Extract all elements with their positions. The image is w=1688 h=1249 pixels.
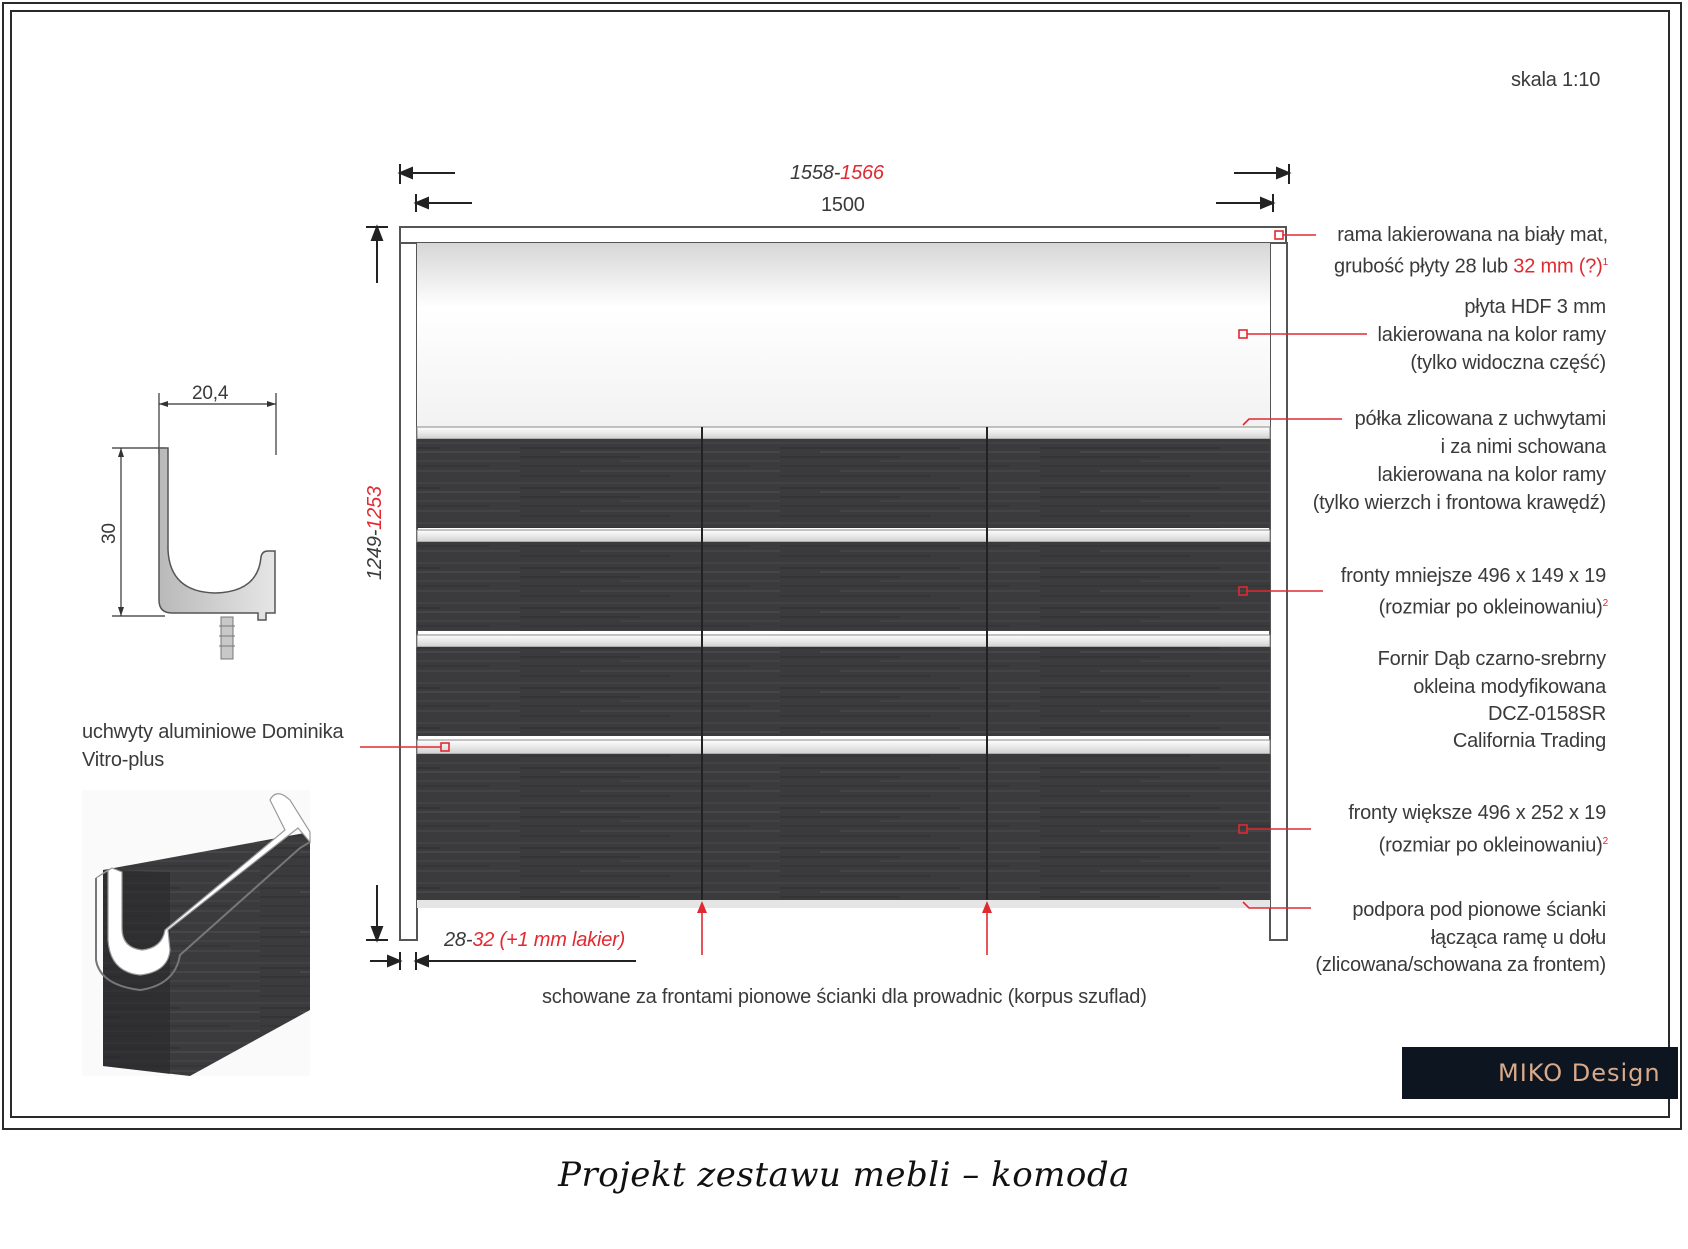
inner-width-dimension: 1500 [821,194,865,216]
thickness-a: 28- [444,929,473,951]
label-veneer-line3: DCZ-0158SR [1487,703,1606,725]
miko-design-logo [1402,1047,1678,1099]
label-shelf-line3: lakierowana na kolor ramy [1377,464,1606,486]
thickness-dimension [444,926,625,954]
thickness-b: 32 (+1 mm lakier) [472,929,626,951]
label-hdf-line3: (tylko widoczna część) [1410,352,1606,374]
label-veneer-line1: Fornir Dąb czarno-srebrny [1377,648,1606,670]
footnote-2a: 2 [1602,598,1608,609]
scale-label: skala 1:10 [1511,69,1601,91]
outer-width-dimension [790,159,884,187]
handle-profile-diagram [112,393,276,659]
label-handles-line1: uchwyty aluminiowe Dominika [82,721,344,743]
label-shelf-line4: (tylko wierzch i frontowa krawędź) [1312,492,1606,514]
label-shelf-line2: i za nimi schowana [1440,436,1606,458]
label-frame-line1: rama lakierowana na biały mat, [1337,224,1608,246]
label-support-line3: (zlicowana/schowana za frontem) [1315,954,1606,976]
page-caption: Projekt zestawu mebli – komoda [558,1155,1130,1195]
label-small-fronts-line1: fronty mniejsze 496 x 149 x 19 [1340,565,1606,587]
footnote-1: 1 [1602,257,1608,268]
label-support-line2: łącząca ramę u dołu [1430,927,1606,949]
label-hdf-line1: płyta HDF 3 mm [1464,296,1606,318]
label-hdf-line2: lakierowana na kolor ramy [1377,324,1606,346]
label-veneer-line2: okleina modyfikowana [1413,676,1606,698]
handle-photo [82,790,310,1076]
label-veneer-line4: California Trading [1452,730,1606,752]
label-hidden-walls: schowane za frontami pionowe ścianki dla prowadnic (korpus szuflad) [542,986,1147,1008]
label-frame-line2-b: 32 mm (?) [1513,255,1603,278]
label-frame-line2-a: grubość płyty 28 lub [1334,255,1514,278]
label-handles-line2: Vitro-plus [82,749,165,771]
handle-width-dimension: 20,4 [192,383,229,404]
height-b: 1253 [364,486,386,530]
drawer-fronts [417,427,1270,900]
handle-height-dimension: 30 [99,523,120,544]
label-support-line1: podpora pod pionowe ścianki [1352,899,1606,921]
label-big-fronts-line2-text: (rozmiar po okleinowaniu) [1378,834,1603,857]
label-small-fronts-line2-text: (rozmiar po okleinowaniu) [1378,596,1603,619]
logo-text: MIKO Design [1498,1059,1661,1087]
label-shelf-line1: półka zlicowana z uchwytami [1354,408,1606,430]
outer-width-a: 1558- [790,162,841,184]
outer-width-b: 1566 [840,162,884,184]
footnote-2b: 2 [1602,836,1608,847]
label-big-fronts-line1: fronty większe 496 x 252 x 19 [1348,802,1606,824]
height-dimension [361,486,389,580]
label-frame-line2 [1334,249,1608,281]
label-small-fronts-line2 [1379,590,1608,622]
height-a: 1249- [364,529,386,580]
label-big-fronts-line2 [1379,828,1608,860]
